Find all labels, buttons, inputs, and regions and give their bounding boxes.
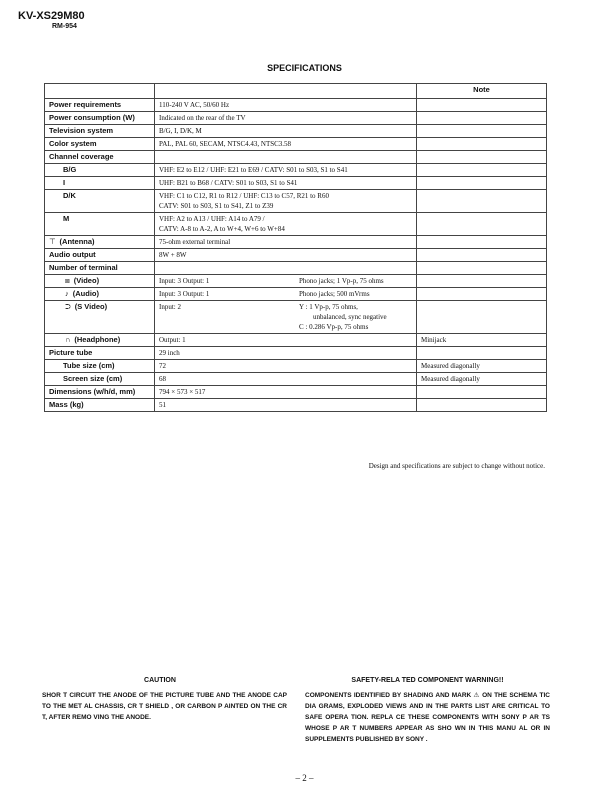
remote-model: RM-954 [52, 23, 77, 30]
audio-icon: ♪ [65, 289, 69, 298]
page-number: – 2 – [295, 773, 314, 783]
row-value: 29 inch [155, 347, 417, 360]
row-value: B/G, I, D/K, M [155, 125, 417, 138]
row-value-line: unbalanced, sync negative [313, 313, 387, 321]
row-note [417, 386, 547, 399]
row-value: Indicated on the rear of the TV [155, 112, 417, 125]
row-label-text: (Headphone) [74, 335, 121, 344]
row-value [155, 213, 417, 236]
row-value [155, 190, 417, 213]
row-note [417, 236, 547, 249]
safety-body [305, 690, 550, 745]
row-note [417, 125, 547, 138]
row-value-b: Phono jacks; 1 Vp-p, 75 ohms [299, 277, 384, 285]
caution-body: SHOR T CIRCUIT THE ANODE OF THE PICTURE TUBE AND THE ANODE CAP TO THE MET AL CHASSIS, CR T SHIELD , OR CARBON P AINTED ON THE CR T, AFTER REMO VING THE ANODE. [42, 692, 287, 721]
row-label [45, 334, 155, 347]
warning-icon: ⚠ [473, 692, 480, 699]
row-label: Mass (kg) [45, 399, 155, 412]
row-note [417, 138, 547, 151]
row-label: Television system [45, 125, 155, 138]
row-label: B/G [45, 164, 155, 177]
row-value-a: Input: 2 [159, 303, 181, 311]
row-note [417, 99, 547, 112]
row-label: Picture tube [45, 347, 155, 360]
row-label-text: (S Video) [74, 302, 108, 311]
row-note: Minijack [417, 334, 547, 347]
row-value-a: Input: 3 Output: 1 [159, 277, 210, 285]
footnote: Design and specifications are subject to change without notice. [368, 462, 545, 470]
table-row [45, 151, 547, 164]
row-label: Color system [45, 138, 155, 151]
table-row [45, 262, 547, 275]
row-label: D/K [45, 190, 155, 213]
table-row [45, 112, 547, 125]
row-value: 72 [155, 360, 417, 373]
row-value-line: CATV: S01 to S03, S1 to S41, Z1 to Z39 [159, 202, 274, 210]
s-video-icon: ⮊ [65, 302, 71, 311]
row-label-text: (Video) [73, 276, 100, 285]
row-label: Dimensions (w/h/d, mm) [45, 386, 155, 399]
row-note [417, 288, 547, 301]
row-note [417, 164, 547, 177]
row-label: Screen size (cm) [45, 373, 155, 386]
row-value-line: Y : 1 Vp-p, 75 ohms, [299, 303, 358, 311]
row-note: Measured diagonally [417, 360, 547, 373]
safety-body-text: ON THE SCHEMA TIC DIA GRAMS, EXPLODED VIEWS AND IN THE PARTS LIST ARE CRITICAL TO SAFE OPERA TION. REPLA CE THESE COMPONENTS WITH SONY P AR TS WHOSE P AR T NUMBERS APPEAR AS SHO WN IN THIS MANU AL OR IN SUPPLEMENTS PUBLISHED BY SONY . [305, 692, 550, 743]
table-row [45, 373, 547, 386]
page-title: SPECIFICATIONS [267, 63, 342, 73]
table-row [45, 275, 547, 288]
row-value: 110-240 V AC, 50/60 Hz [155, 99, 417, 112]
table-row [45, 301, 547, 334]
row-note [417, 301, 547, 334]
row-value: UHF: B21 to B68 / CATV: S01 to S03, S1 to S41 [155, 177, 417, 190]
row-value-line: CATV: A-8 to A-2, A to W+4, W+6 to W+84 [159, 225, 285, 233]
row-note [417, 347, 547, 360]
table-row [45, 347, 547, 360]
row-note [417, 275, 547, 288]
row-value-line: VHF: C1 to C12, R1 to R12 / UHF: C13 to C57, R21 to R60 [159, 192, 329, 200]
table-row [45, 164, 547, 177]
headphone-icon: ∩ [65, 335, 71, 344]
row-value-b [299, 302, 387, 332]
safety-title: SAFETY-RELA TED COMPONENT WARNING!! [351, 677, 504, 684]
table-row [45, 334, 547, 347]
table-row [45, 360, 547, 373]
row-value: 8W + 8W [155, 249, 417, 262]
table-row [45, 236, 547, 249]
row-label: Power requirements [45, 99, 155, 112]
table-row [45, 177, 547, 190]
row-label: Channel coverage [45, 151, 155, 164]
table-row [45, 249, 547, 262]
table-row [45, 190, 547, 213]
row-value-b: Phono jacks; 500 mVrms [299, 290, 370, 298]
note-header: Note [417, 84, 547, 99]
caution-title: CAUTION [144, 677, 176, 684]
row-note [417, 151, 547, 164]
safety-body-text: COMPONENTS IDENTIFIED BY SHADING AND MARK [305, 692, 472, 699]
row-label: Audio output [45, 249, 155, 262]
table-row [45, 213, 547, 236]
row-value: 68 [155, 373, 417, 386]
row-label: Number of terminal [45, 262, 155, 275]
model-number: KV-XS29M80 [18, 10, 85, 22]
row-value [155, 262, 417, 275]
row-note [417, 249, 547, 262]
table-row [45, 386, 547, 399]
row-value-a: Input: 3 Output: 1 [159, 290, 210, 298]
spec-table [44, 83, 547, 412]
table-header-row [45, 84, 547, 99]
row-note [417, 177, 547, 190]
row-label [45, 236, 155, 249]
row-label: Power consumption (W) [45, 112, 155, 125]
table-row [45, 125, 547, 138]
row-value-line: VHF: A2 to A13 / UHF: A14 to A79 / [159, 215, 265, 223]
row-label [45, 275, 155, 288]
row-label: I [45, 177, 155, 190]
video-icon: ⧈ [65, 276, 70, 285]
antenna-icon: ⊤ [49, 237, 56, 246]
row-value: VHF: E2 to E12 / UHF: E21 to E69 / CATV: S01 to S03, S1 to S41 [155, 164, 417, 177]
table-row [45, 288, 547, 301]
row-note [417, 213, 547, 236]
table-row [45, 399, 547, 412]
row-label-text: (Antenna) [59, 237, 95, 246]
row-label-text: (Audio) [72, 289, 99, 298]
row-value: 51 [155, 399, 417, 412]
row-value: Output: 1 [155, 334, 417, 347]
row-note [417, 190, 547, 213]
row-label: M [45, 213, 155, 236]
row-note [417, 112, 547, 125]
row-note [417, 262, 547, 275]
row-value [155, 151, 417, 164]
row-note [417, 399, 547, 412]
row-value [155, 275, 417, 288]
row-label [45, 301, 155, 334]
row-value [155, 288, 417, 301]
table-row [45, 138, 547, 151]
table-row [45, 99, 547, 112]
row-label: Tube size (cm) [45, 360, 155, 373]
row-value: 794 × 573 × 517 [155, 386, 417, 399]
row-value: 75-ohm external terminal [155, 236, 417, 249]
row-value [155, 301, 417, 334]
row-label [45, 288, 155, 301]
row-note: Measured diagonally [417, 373, 547, 386]
row-value: PAL, PAL 60, SECAM, NTSC4.43, NTSC3.58 [155, 138, 417, 151]
row-value-line: C : 0.286 Vp-p, 75 ohms [299, 323, 369, 331]
